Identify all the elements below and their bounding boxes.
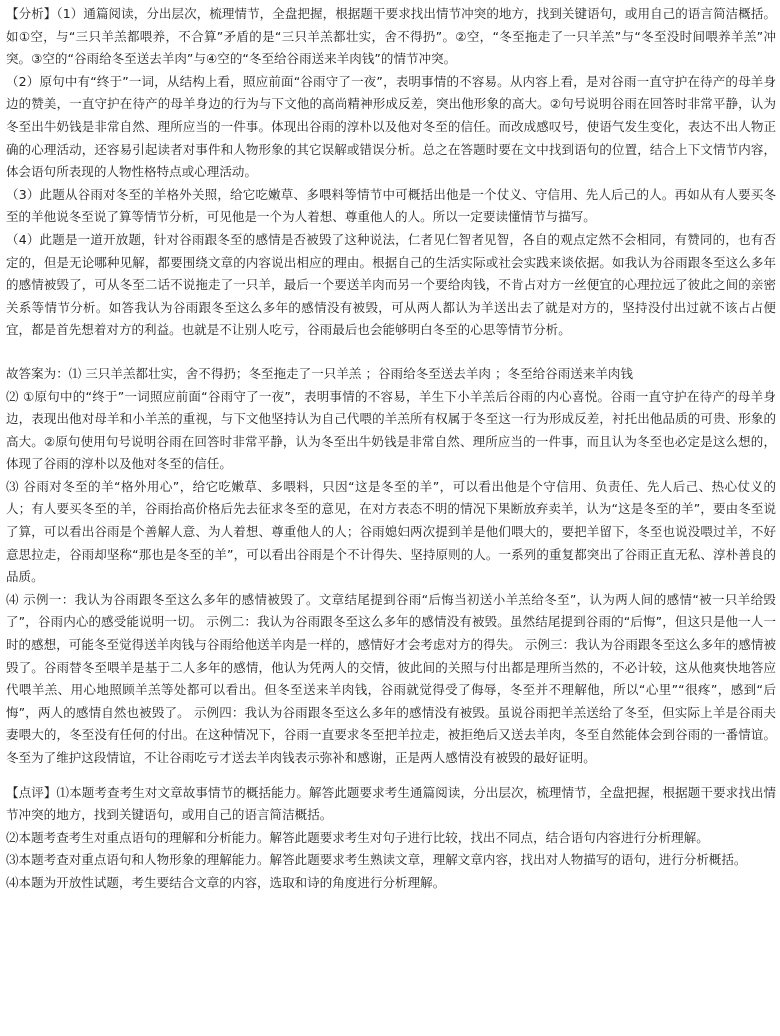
section-spacer xyxy=(6,342,776,363)
answer-section xyxy=(6,363,776,770)
analysis-paragraph-3: （3）此题从谷雨对冬至的羊格外关照，给它吃嫩草、多喂料等情节中可概括出他是一个仗义、守信用、先人后己的人。再如从有人要买冬至的羊他说冬至说了算等情节分析，可见他是一个为人着想、尊重他人的人。所以一定要读懂情节与描写。 xyxy=(6,186,776,225)
comment-paragraph-4: ⑷本题为开放性试题，考生要结合文章的内容，选取和诗的角度进行分析理解。 xyxy=(6,874,446,890)
analysis-section xyxy=(6,3,776,342)
comment-paragraph-3: ⑶本题考查对重点语句和人物形象的理解能力。解答此题要求考生熟读文章，理解文章内容，找出对人物描写的语句，进行分析概括。 xyxy=(6,852,747,868)
answer-paragraph-3: ⑶ 谷雨对冬至的羊“格外用心”，给它吃嫩草、多喂料，只因“这是冬至的羊”，可以看出他是个守信用、负责任、先人后己、热心仗义的人；有人要买冬至的羊，谷雨抬高价格后先去征求冬至的意见，在对方表态不明的情况下果断放弃卖羊，认为“这是冬至的羊”，要由冬至说了算，可以看出谷雨是个善解人意、为人着想、尊重他人的人；谷雨媳妇两次提到羊是他们喂大的，要把羊留下，冬至也说没喂过羊，不好意思拉走，谷雨却坚称“那也是冬至的羊”，可以看出谷雨是个不计得失、坚持原则的人。一系列的重复都突出了谷雨正直无私、淳朴善良的品质。 xyxy=(6,478,776,585)
analysis-paragraph-4: （4）此题是一道开放题，针对谷雨跟冬至的感情是否被毁了这种说法，仁者见仁智者见智，各自的观点定然不会相同，有赞同的，也有否定的，但是无论哪种见解，都要围绕文章的内容说出相应的理由。根据自己的生活实际或社会实践来谈依据。如我认为谷雨跟冬至这么多年的感情被毁了，可从冬至二话不说拖走了一只羊，最后一个要送羊肉而另一个要给肉钱，不肯占对方一丝便宜的心理拉远了彼此之间的亲密关系等情节分析。如答我认为谷雨跟冬至这么多年的感情没有被毁，可从两人都认为羊送出去了就是对方的，坚持没付出过就不该占占便宜，都是首先想着对方的利益。也就是不让别人吃亏，谷雨最后也会能够明白冬至的心思等情节分析。 xyxy=(6,231,776,338)
answer-paragraph-1: 故答案为：⑴ 三只羊羔都壮实，舍不得扔；冬至拖走了一只羊羔 ；谷雨给冬至送去羊肉 ；冬至给谷雨送来羊肉钱 xyxy=(6,365,634,381)
comment-section xyxy=(6,782,776,895)
analysis-paragraph-1: 【分析】（1）通篇阅读，分出层次，梳理情节，全盘把握，根据题干要求找出情节冲突的地方，找到关键语句，或用自己的语言简洁概括。如①空，与“三只羊羔都喂养，不合算”矛盾的是“三只羊羔都壮实，舍不得扔”。②空，“冬至拖走了一只羊羔”与“冬至没时间喂养羊羔”冲突。③空的“谷雨给冬至送去羊肉”与④空的“冬至给谷雨送来羊肉钱”的情节冲突。 xyxy=(6,6,776,67)
section-spacer xyxy=(6,770,776,782)
comment-paragraph-2: ⑵本题考查考生对重点语句的理解和分析能力。解答此题要求考生对句子进行比较，找出不同点，结合语句内容进行分析理解。 xyxy=(6,829,709,845)
answer-paragraph-4: ⑷ 示例一：我认为谷雨跟冬至这么多年的感情被毁了。文章结尾提到谷雨“后悔当初送小羊羔给冬至”，认为两人间的感情“被一只羊给毁了”，谷雨内心的感受能说明一切。 示例二：我认为谷雨跟冬至这么多年的感情没有被毁。虽然结尾提到谷雨的“后悔”，但这只是他一人一时的感想，可能冬至觉得送羊肉钱与谷雨给他送羊肉是一样的，感情好才会考虑对方的得失。 示例三：我认为谷雨跟冬至这么多年的感情被毁了。谷雨替冬至喂羊是基于二人多年的感情，他认为凭两人的交情，彼此间的关照与付出都是理所当然的，不必计较，这从他爽快地答应代喂羊羔、用心地照顾羊羔等处都可以看出。但冬至送来羊肉钱，谷雨就觉得受了侮辱，冬至并不理解他，所以“心里”“很疼”，感到“后悔”，两人的感情自然也被毁了。 示例四：我认为谷雨跟冬至这么多年的感情没有被毁。虽说谷雨把羊羔送给了冬至，但实际上羊是谷雨夫妻喂大的，冬至没有任何的付出。在这种情况下，谷雨一直要求冬至把羊拉走，被拒绝后又送去羊肉，冬至自然能体会到谷雨的一番情谊。冬至为了维护这段情谊，不让谷雨吃亏才送去羊肉钱表示弥补和感谢，正是两人感情没有被毁的最好证明。 xyxy=(6,591,776,765)
answer-paragraph-2: ⑵ ①原句中的“终于”一词照应前面“谷雨守了一夜”，表明事情的不容易，羊生下小羊羔后谷雨的内心喜悦。谷雨一直守护在待产的母羊身边，表现出他对母羊和小羊羔的重视，与下文他坚持认为自己代喂的羊羔所有权属于冬至这一行为形成反差，衬托出他品质的可贵、形象的高大。②原句使用句号说明谷雨在回答时非常平静，认为冬至出牛奶钱是非常自然、理所应当的一件事，而且认为冬至也必定是这么想的，体现了谷雨的淳朴以及他对冬至的信任。 xyxy=(6,388,776,472)
analysis-paragraph-2: （2）原句中有“终于”一词，从结构上看，照应前面“谷雨守了一夜”，表明事情的不容易。从内容上看，是对谷雨一直守护在待产的母羊身边的赞美，一直守护在待产的母羊身边的行为与下文他的高尚精神形成反差，突出他形象的高大。②句号说明谷雨在回答时非常平静，认为冬至出牛奶钱是非常自然、理所应当的一件事。体现出谷雨的淳朴以及他对冬至的信任。而改成感叹号，使语气发生变化，表达不出人物正确的心理活动，还容易引起读者对事件和人物形象的其它误解或错误分析。总之在答题时要在文中找到语句的位置，结合上下文情节内容，体会语句所表现的人物性格特点或心理活动。 xyxy=(6,73,776,180)
comment-paragraph-1: 【点评】⑴本题考查考生对文章故事情节的概括能力。解答此题要求考生通篇阅读，分出层次，梳理情节，全盘把握，根据题干要求找出情节冲突的地方，找到关键语句，或用自己的语言简洁概括。 xyxy=(6,784,776,823)
